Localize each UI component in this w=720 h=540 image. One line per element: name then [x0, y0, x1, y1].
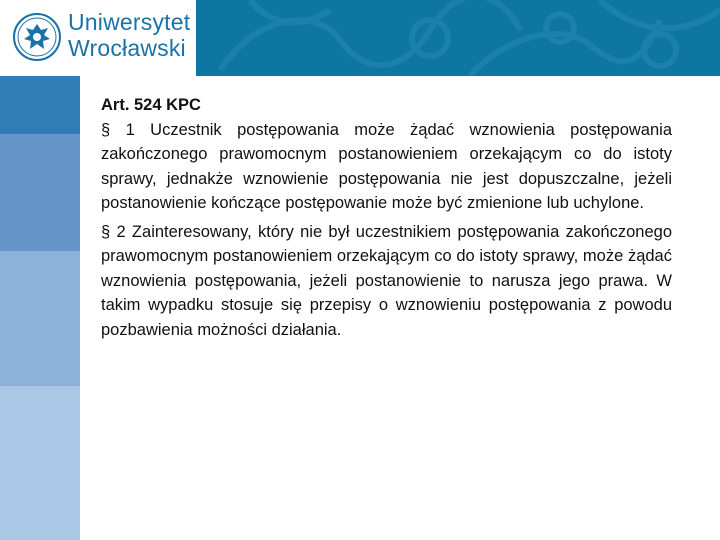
paragraph-2: § 2 Zainteresowany, który nie był uczestnikiem postępowania zakończonego prawomocnym postanowieniem orzekającym co do istoty sprawy, może żądać wznowienia postępowania, jeżeli postanowienie to narusza jego prawa. W takim wypadku stosuje się przepisy o wznowieniu postępowania z powodu pozbawienia możności działania. — [101, 222, 672, 339]
paragraph-1: § 1 Uczestnik postępowania może żądać wznowienia postępowania zakończonego prawomocnym postanowieniem orzekającym co do istoty sprawy, jednakże wznowienie postępowania nie jest dopuszczalne, jeżeli postanowienie kończące postępowanie może być zmienione lub uchylone. — [101, 120, 672, 212]
university-logo-text — [68, 9, 190, 61]
sidebar-segment — [0, 251, 80, 386]
logo-line-2: Wrocławski — [68, 35, 186, 61]
header-band — [0, 0, 720, 76]
logo-box — [0, 0, 196, 76]
sidebar-segment — [0, 134, 80, 251]
sidebar-segment — [0, 386, 80, 540]
document-content — [101, 93, 672, 346]
left-sidebar — [0, 76, 80, 540]
sidebar-segment — [0, 76, 80, 134]
document-title: Art. 524 KPC — [101, 96, 201, 114]
logo-line-1: Uniwersytet — [68, 9, 191, 35]
